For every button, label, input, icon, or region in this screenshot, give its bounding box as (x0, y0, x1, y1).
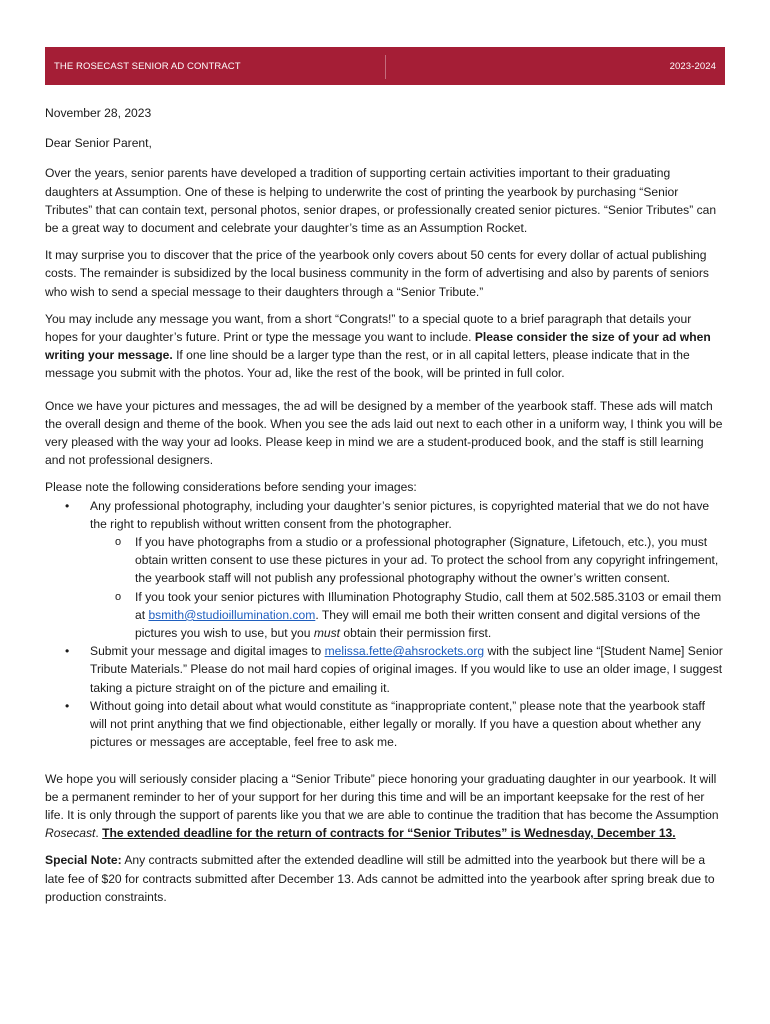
deadline-notice: The extended deadline for the return of contracts for “Senior Tributes” is Wednesday, December 13. (102, 826, 676, 841)
list-item (45, 497, 725, 643)
rosecast-title: Rosecast (45, 826, 96, 841)
closing-text-a: We hope you will seriously consider placing a “Senior Tribute” piece honoring your graduating daughter in our yearbook. It will be a permanent reminder to her of your support for her during this time and will be an important keepsake for the rest of her life. It is only through the support of parents like you that we are able to continue the tradition that has become the Assumption (45, 771, 719, 822)
yearbook-email-link[interactable]: melissa.fette@ahsrockets.org (324, 644, 485, 659)
paragraph-message (45, 310, 725, 383)
sub2-text-a: If you took your senior pictures with Illumination Photography Studio, call them at 502.585.3103 or email them at (135, 589, 722, 622)
bullet2-text-b: with the subject line “[Student Name] Senior Tribute Materials.” Please do not mail hard copies of original images. If you would like to use an older image, I suggest taking a picture straight on of the picture and emailing it. (90, 644, 723, 695)
special-note-text: Any contracts submitted after the extended deadline will still be admitted into the yearbook but there will be a late fee of $20 for contracts submitted after December 13. Ads cannot be admitted into the yearbook after spring break due to production constraints. (45, 853, 715, 904)
sub-list (90, 533, 725, 642)
header-divider (385, 55, 386, 79)
studio-email-link[interactable]: bsmith@studioillumination.com (148, 607, 316, 622)
header-banner (45, 47, 725, 85)
paragraph-design: Once we have your pictures and messages, the ad will be designed by a member of the yearbook staff. These ads will match the overall design and theme of the book. When you see the ads laid out next to each other in a uniform way, I think you will be very pleased with the way your ad looks. Please keep in mind we are a student-produced book, and the staff is still learning and not professional designers. (45, 398, 723, 468)
header-year: 2023-2024 (669, 61, 716, 72)
considerations-list (45, 497, 725, 752)
bullet-copyright: Any professional photography, including your daughter’s senior pictures, is copyrighted material that we do not have the right to republish without written consent from the photographer. (90, 498, 710, 531)
sub-list-item: o If you have photographs from a studio or a professional photographer (Signature, Lifetouch, etc.), you must obtain written consent to use these pictures in your ad. To protect the school from any copyright infringement, the yearbook staff will not publish any professional photography without the owner’s written consent. (90, 533, 725, 588)
paragraph-costs: It may surprise you to discover that the price of the yearbook only covers about 50 cents for every dollar of actual publishing costs. The remainder is subsidized by the local business community in the form of advertising and also by parents of seniors who wish to send a special message to their daughters through a “Senior Tribute.” (45, 248, 709, 299)
sub-list-item (90, 588, 725, 643)
sub2-text-b: . They will email me both their written consent and digital versions of the pictures you wish to use, but you (135, 607, 701, 641)
bullet2-text-a: Submit your message and digital images to (90, 644, 325, 659)
special-note (45, 851, 725, 906)
sub2-must: must (313, 626, 341, 641)
letter-greeting: Dear Senior Parent, (45, 136, 152, 151)
considerations-intro: Please note the following considerations before sending your images: (45, 480, 417, 495)
list-item (45, 642, 725, 697)
message-text-b: If one line should be a larger type than the rest, or in all capital letters, please indicate that in the message you submit with the photos. Your ad, like the rest of the book, will be printed in full color. (45, 348, 690, 381)
message-text-a: You may include any message you want, from a short “Congrats!” to a special quote to a brief paragraph that details your hopes for your daughter’s future. Print or type the message you want to include. (45, 311, 692, 345)
list-item: • Without going into detail about what would constitute as “inappropriate content,” please note that the yearbook staff will not print anything that we find objectionable, either legally or morally. If you have a question about whether any pictures or messages are acceptable, feel free to ask me. (45, 697, 725, 752)
closing-text-b: . (95, 826, 103, 841)
message-size-note: Please consider the size of your ad when writing your message. (45, 330, 711, 363)
paragraph-tradition: Over the years, senior parents have developed a tradition of supporting certain activities important to their graduating daughters at Assumption. One of these is helping to underwrite the cost of printing the yearbook by purchasing “Senior Tributes” that can contain text, personal photos, senior drapes, or professionally created senior pictures. “Senior Tributes” can be a great way to document and celebrate your daughter’s time as an Assumption Rocket. (45, 166, 717, 236)
letter-date: November 28, 2023 (45, 106, 152, 120)
header-title: THE ROSECAST SENIOR AD CONTRACT (54, 61, 241, 72)
sub2-text-c: obtain their permission first. (340, 626, 492, 641)
special-note-label: Special Note: (45, 853, 122, 868)
paragraph-closing (45, 770, 725, 843)
letter-body (45, 104, 725, 915)
